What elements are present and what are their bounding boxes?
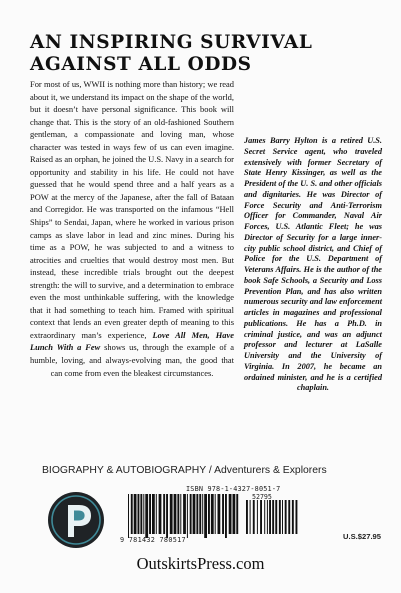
barcode-bar — [180, 494, 181, 534]
price-code-bar — [253, 500, 255, 534]
barcode-bars — [120, 494, 302, 539]
price-code-bar — [269, 500, 271, 534]
barcode-bar — [229, 494, 232, 534]
barcode-bar — [156, 494, 157, 534]
barcode-bar — [174, 494, 177, 534]
barcode-bar — [233, 494, 236, 534]
isbn-text: ISBN 978-1-4327-8051-7 — [186, 485, 281, 493]
barcode-bar — [236, 494, 238, 534]
price: U.S.$27.95 — [343, 532, 381, 541]
isbn-barcode — [120, 485, 302, 548]
barcode-bar — [177, 494, 179, 534]
book-description — [30, 78, 234, 379]
price-code-bar — [279, 500, 281, 534]
price-code-bar — [272, 500, 274, 534]
barcode-digits: 9 781432 780517 — [120, 536, 186, 544]
barcode-bar — [196, 494, 198, 534]
description-text: For most of us, WWII is nothing more than history; we read about it, we understand its impact on the shape of the world, but it doesn’t have personal significance. This book will change that. This is the story of an old-fashioned Southern gentleman, a compassionate and loving man, whose character was tested in ways few of us can even imagine. Raised as an orphan, he joined the U.S. Navy in a search for opportunity and stability in his life. He could not have guessed that he would spend three and a half years as a POW at the mercy of the Japanese, after the fall of Bataan and Corregidor. He was transported on the infamous “Hell Ships” to Sendai, Japan, where he worked in various prison camps as slave labor in lead and zinc mines. During his time as a POW, he was subjected to and a witness to atrocities and cruelties that would destroy most men. But instead, these incredible trials brought out the deepest strength: the will to survive, and a determination to embrace even the most unthinkable suffering, with the knowledge that it had something to teach him. Framed with spiritual context that lends an even greater depth of meaning to this extraordinary man’s experience, — [30, 79, 234, 340]
description-text-end: shows us, through the example of a humble, loving, and always-evolving man, the good that can come from even the bleakest circumstances. — [30, 342, 234, 378]
barcode-bar — [149, 494, 151, 534]
barcode-bar — [222, 494, 224, 534]
price-code-bar — [267, 500, 268, 534]
barcode-bar — [170, 494, 173, 534]
price-code-bar — [264, 500, 265, 534]
barcode-bar — [190, 494, 192, 534]
barcode-bar — [204, 494, 207, 538]
barcode-bar — [208, 494, 210, 534]
price-code-bar — [260, 500, 262, 534]
price-code-bar — [282, 500, 283, 534]
barcode-bar — [163, 494, 165, 534]
price-code-bar — [275, 500, 277, 534]
price-code-bar — [296, 500, 298, 534]
price-code-bar — [288, 500, 290, 534]
price-code-bar — [250, 500, 251, 534]
barcode-bar — [215, 494, 216, 534]
publisher-logo-icon — [47, 491, 105, 549]
barcode-bar — [140, 494, 142, 534]
bisac-category: BIOGRAPHY & AUTOBIOGRAPHY / Adventurers & Explorers — [42, 465, 327, 476]
barcode-bar — [193, 494, 196, 534]
barcode-bar — [211, 494, 214, 534]
barcode-bar — [134, 494, 137, 534]
price-code-bar — [285, 500, 287, 534]
barcode-bar — [183, 494, 186, 534]
author-bio: James Barry Hylton is a retired U.S. Secret Service agent, who traveled extensively with former Secretary of State Henry Kissinger, as well as the President of the U. S. and other officials and dignitaries. He was Director of Force Security and Anti-Terrorism Officer for Commander, Naval Air Forces, U.S. Atlantic Fleet; he was Director of Security for a large inner-city public school district, and Chief of Police for the U.S. Department of Veterans Affairs. He is the author of the book Safe Schools, a Security and Loss Prevention Plan, and has also written numerous security and law enforcement articles in magazines and professional publications. He has a Ph.D. in criminal justice, and was an adjunct professor and lecturer at LaSalle University and the University of Virginia. In 2007, he became an ordained minister, and he is a certified chaplain. — [244, 136, 382, 393]
price-code-digits: 52795 — [252, 494, 272, 501]
barcode-bar — [166, 494, 168, 538]
barcode-bar — [145, 494, 148, 538]
barcode-bar — [202, 494, 203, 534]
barcode-bar — [199, 494, 201, 534]
barcode-bar — [159, 494, 162, 534]
book-title: Love All Men, Have Lunch With a Few — [30, 329, 234, 353]
price-code-bar — [246, 500, 248, 534]
headline: AN INSPIRING SURVIVAL AGAINST ALL ODDS — [30, 32, 313, 75]
barcode-bar — [152, 494, 155, 534]
publisher-website: OutskirtsPress.com — [136, 554, 265, 573]
barcode-bar — [218, 494, 221, 534]
barcode-bar — [187, 494, 188, 538]
price-code-bar — [292, 500, 294, 534]
barcode-bar — [128, 494, 129, 538]
barcode-bar — [131, 494, 133, 534]
price-code-bar — [257, 500, 258, 534]
barcode-bar — [225, 494, 227, 538]
barcode-bar — [138, 494, 140, 534]
barcode-bar — [143, 494, 144, 534]
